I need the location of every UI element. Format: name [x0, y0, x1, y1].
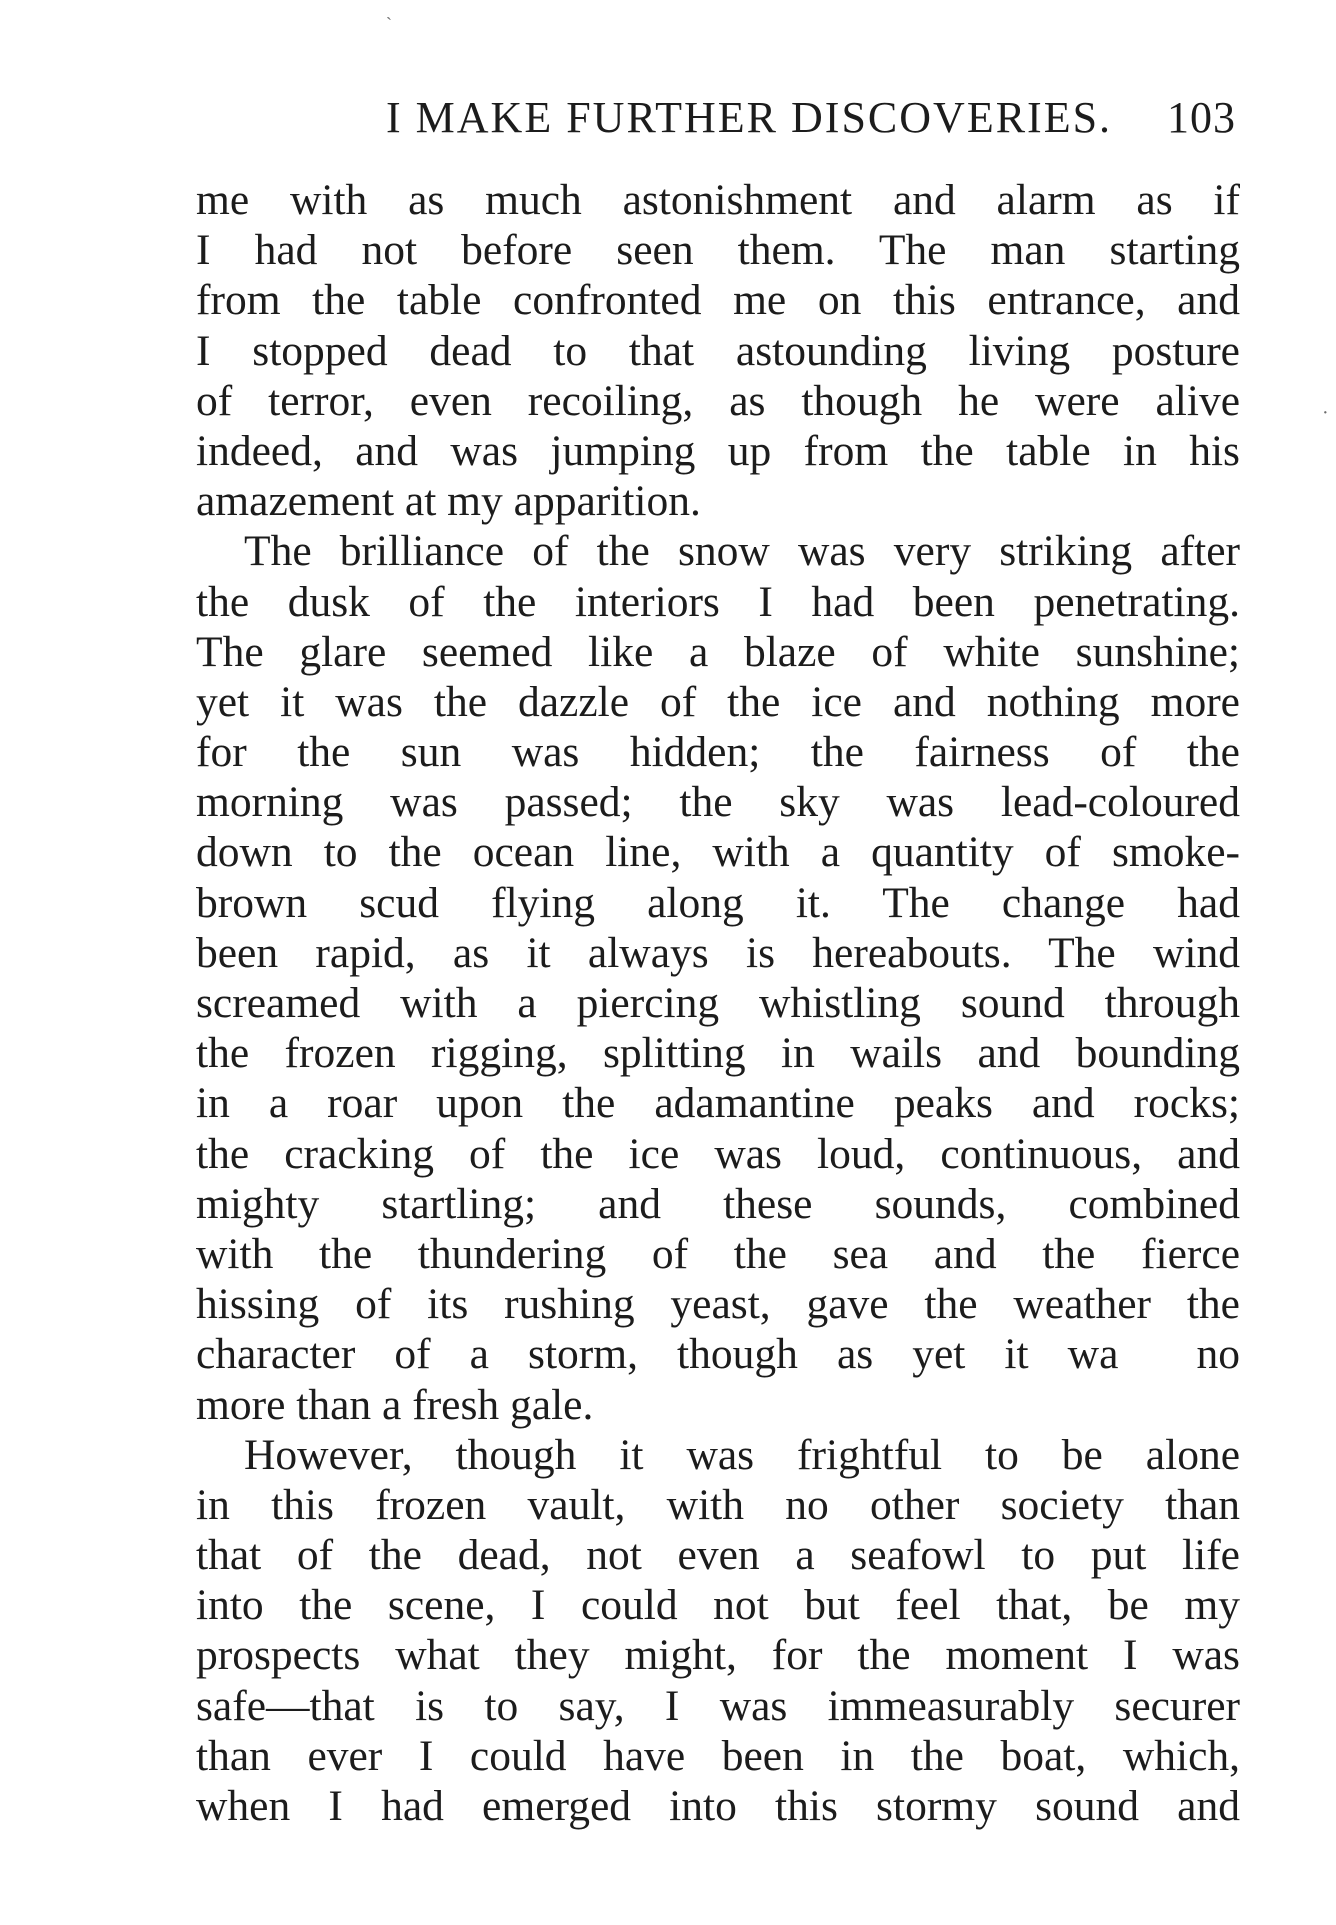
text-line: brown scud flying along it. The change had	[196, 878, 1240, 927]
text-line: that of the dead, not even a seafowl to put life	[196, 1531, 1240, 1580]
text-line: I stopped dead to that astounding living posture	[196, 326, 1240, 375]
text-line: I had not before seen them. The man starting	[196, 226, 1240, 275]
text-line: into the scene, I could not but feel that, be my	[196, 1581, 1240, 1630]
text-line: the cracking of the ice was loud, continuous, and	[196, 1129, 1240, 1178]
running-head: I MAKE FURTHER DISCOVERIES.	[386, 93, 1113, 142]
paragraph-3	[196, 1430, 1240, 1832]
page-header	[196, 88, 1240, 148]
text-line: safe—that is to say, I was immeasurably securer	[196, 1681, 1240, 1730]
page-number: 103	[1167, 93, 1236, 142]
text-line: hissing of its rushing yeast, gave the weather the	[196, 1280, 1240, 1329]
text-line: screamed with a piercing whistling sound through	[196, 979, 1240, 1027]
text-line: in this frozen vault, with no other society than	[196, 1480, 1240, 1529]
paragraph-1	[196, 175, 1240, 526]
body-text	[196, 175, 1240, 1831]
text-line: the dusk of the interiors I had been penetrating.	[196, 577, 1240, 626]
text-line: the frozen rigging, splitting in wails and bounding	[196, 1029, 1240, 1078]
text-line: prospects what they might, for the moment I was	[196, 1631, 1240, 1680]
paragraph-2	[196, 526, 1240, 1429]
text-line: morning was passed; the sky was lead-coloured	[196, 778, 1240, 827]
text-line: in a roar upon the adamantine peaks and rocks;	[196, 1079, 1240, 1128]
text-line: However, though it was frightful to be alone	[244, 1430, 1240, 1479]
stray-mark-top: `	[386, 14, 392, 34]
text-line: for the sun was hidden; the fairness of the	[196, 728, 1240, 777]
text-line: The glare seemed like a blaze of white sunshine;	[196, 627, 1240, 676]
text-line: been rapid, as it always is hereabouts. The wind	[196, 928, 1240, 977]
text-line: more than a fresh gale.	[196, 1380, 594, 1429]
text-line: character of a storm, though as yet it wa no	[196, 1330, 1240, 1379]
text-line: down to the ocean line, with a quantity of smoke-	[196, 828, 1240, 877]
text-line: amazement at my apparition.	[196, 477, 701, 526]
text-line: when I had emerged into this stormy sound and	[196, 1782, 1240, 1830]
text-line: than ever I could have been in the boat, which,	[196, 1731, 1240, 1780]
text-line: from the table confronted me on this entrance, and	[196, 276, 1240, 325]
text-line: of terror, even recoiling, as though he were alive	[196, 376, 1240, 425]
text-line: The brilliance of the snow was very striking after	[244, 527, 1240, 576]
text-line: indeed, and was jumping up from the table in his	[196, 426, 1240, 475]
text-line: yet it was the dazzle of the ice and nothing more	[196, 677, 1240, 726]
text-line: me with as much astonishment and alarm as if	[196, 176, 1240, 224]
stray-mark-right: ·	[1322, 402, 1329, 424]
text-line: with the thundering of the sea and the fierce	[196, 1229, 1240, 1278]
text-line: mighty startling; and these sounds, combined	[196, 1179, 1240, 1228]
